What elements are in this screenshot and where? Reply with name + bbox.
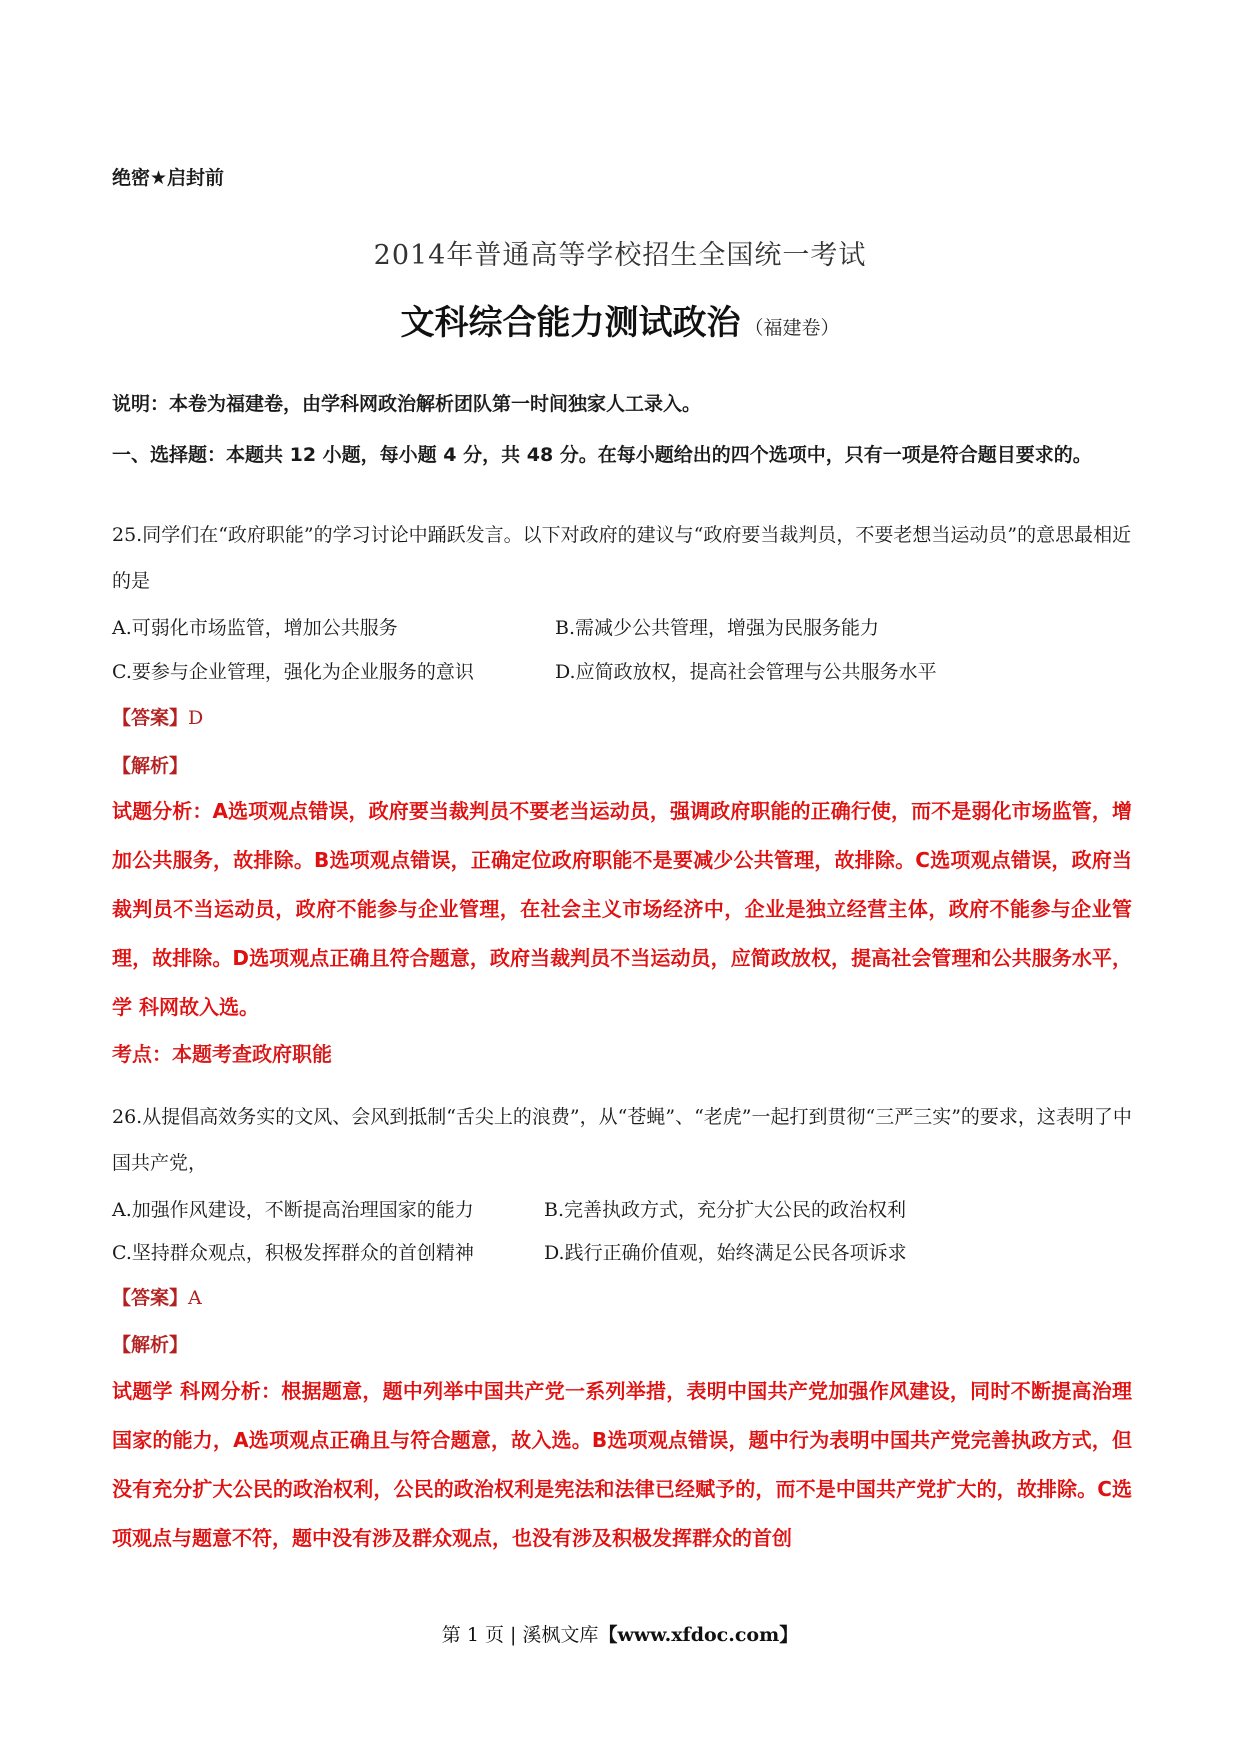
answer-label: 【答案】 [112, 707, 189, 729]
question-25-stem: 25.同学们在“政府职能”的学习讨论中踊跃发言。以下对政府的建议与“政府要当裁判员，不要老想当运动员”的意思最相近的是 [112, 524, 1132, 592]
question-26-option-d: D.践行正确价值观，始终满足公民各项诉求 [544, 1242, 907, 1264]
question-26-stem: 26.从提倡高效务实的文风、会风到抵制“舌尖上的浪费”，从“苍蝇”、“老虎”一起打到贯彻“三严三实”的要求，这表明了中国共产党， [112, 1106, 1132, 1174]
question-26-analysis: 试题学 科网分析：根据题意，题中列举中国共产党一系列举措，表明中国共产党加强作风建设，同时不断提高治理国家的能力，A选项观点正确且与符合题意，故入选。B选项观点错误，题中行为表明中国共产党完善执政方式，但没有充分扩大公民的政治权利，公民的政治权利是宪法和法律已经赋予的，而不是中国共产党扩大的，故排除。C选项观点与题意不符，题中没有涉及群众观点，也没有涉及积极发挥群众的首创 [112, 1379, 1132, 1550]
answer-value: A [188, 1287, 202, 1309]
question-26-option-c: C.坚持群众观点，积极发挥群众的首创精神 [112, 1242, 474, 1264]
question-25-option-d: D.应简政放权，提高社会管理与公共服务水平 [555, 661, 937, 683]
paper-title-sub: （福建卷） [744, 317, 840, 339]
question-25-answer [112, 703, 203, 730]
footer-page: 第 1 页 | 溪枫文库 [441, 1624, 599, 1646]
question-25-kaodian: 考点：本题考查政府职能 [112, 1042, 332, 1066]
paper-title [0, 295, 1240, 344]
question-25-analysis-label: 【解析】 [112, 755, 189, 777]
question-25-analysis: 试题分析：A选项观点错误，政府要当裁判员不要老当运动员，强调政府职能的正确行使，而不是弱化市场监管，增加公共服务，故排除。B选项观点错误，正确定位政府职能不是要减少公共管理，故排除。C选项观点错误，政府当裁判员不当运动员，政府不能参与企业管理，在社会主义市场经济中，企业是独立经营主体，政府不能参与企业管理，故排除。D选项观点正确且符合题意，政府当裁判员不当运动员，应简政放权，提高社会管理和公共服务水平，学 科网故入选。 [112, 799, 1132, 1019]
question-25-option-a: A.可弱化市场监管，增加公共服务 [112, 617, 398, 639]
exam-title: 2014年普通高等学校招生全国统一考试 [373, 240, 867, 271]
section-heading: 一、选择题：本题共 12 小题，每小题 4 分，共 48 分。在每小题给出的四个选项中，只有一项是符合题目要求的。 [112, 444, 1092, 466]
answer-label: 【答案】 [112, 1287, 189, 1309]
question-26-answer [112, 1283, 202, 1310]
secret-label: 绝密★启封前 [112, 167, 225, 189]
answer-value: D [188, 707, 204, 729]
intro-note: 说明：本卷为福建卷，由学科网政治解析团队第一时间独家人工录入。 [112, 393, 702, 415]
footer-site: 【www.xfdoc.com】 [598, 1624, 799, 1646]
page-footer [0, 1620, 1240, 1647]
question-26-analysis-label: 【解析】 [112, 1334, 189, 1356]
question-25-option-b: B.需减少公共管理，增强为民服务能力 [555, 617, 880, 639]
question-25-option-c: C.要参与企业管理，强化为企业服务的意识 [112, 661, 474, 683]
question-26-option-a: A.加强作风建设，不断提高治理国家的能力 [112, 1199, 474, 1221]
question-26-option-b: B.完善执政方式，充分扩大公民的政治权利 [544, 1199, 907, 1221]
paper-title-main: 文科综合能力测试政治 [400, 303, 741, 343]
